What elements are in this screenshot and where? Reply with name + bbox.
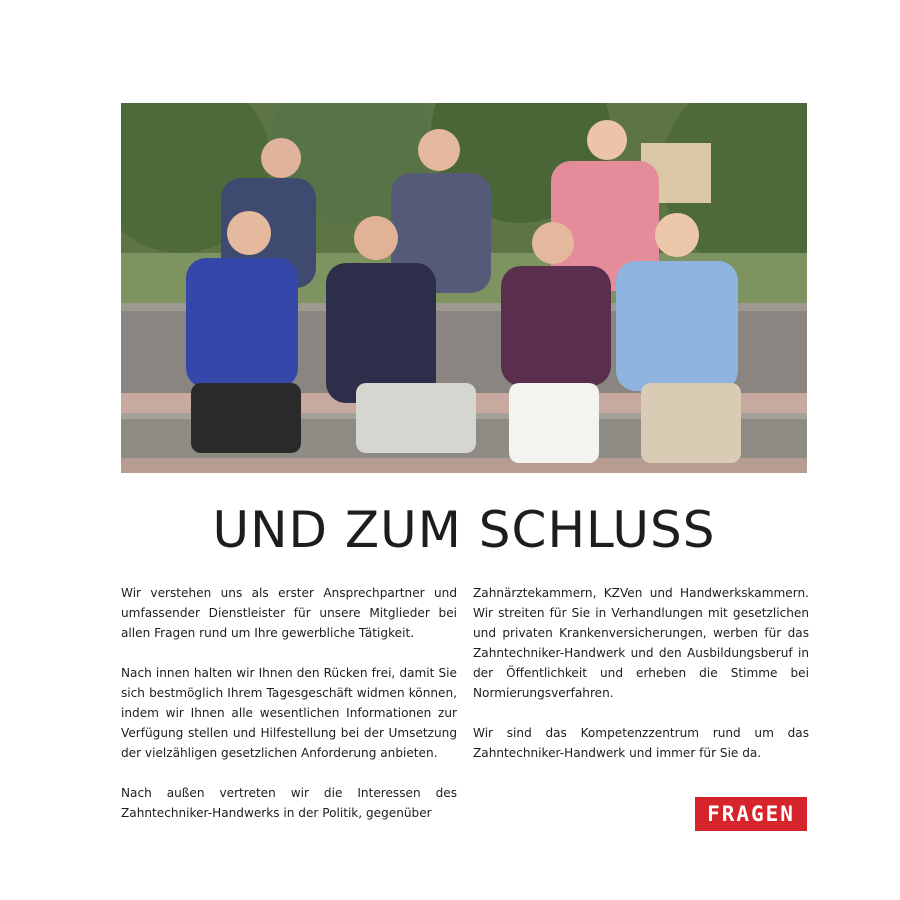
paragraph-internal: Nach innen halten wir Ihnen den Rücken frei, damit Sie sich bestmöglich Ihrem Tagesgeschäft widmen können, indem wir Ihnen alle wesentlichen Informationen zur Verfügung stellen und Hilfestellung bei der Umsetzung der vielzähligen gesetzlichen Anforderung anbieten. (121, 666, 457, 760)
right-text-column (473, 583, 809, 783)
paragraph-external: Nach außen vertreten wir die Interessen des Zahntechniker-Handwerks in der Politik, gegenüber (121, 786, 457, 820)
paragraph-external-continued: Zahnärztekammern, KZVen und Handwerkskammern. Wir streiten für Sie in Verhandlungen mit gesetzlichen und privaten Krankenversicherungen, werben für das Zahntechniker-Handwerk und den Ausbildungsberuf in der Öffentlichkeit und erheben die Stimme bei Normierungsverfahren. (473, 586, 809, 700)
paragraph-closing: Wir sind das Kompetenzzentrum rund um das Zahntechniker-Handwerk und immer für Sie da. (473, 726, 809, 760)
fragen-logo-badge: FRAGEN (695, 797, 807, 831)
paragraph-intro: Wir verstehen uns als erster Ansprechpartner und umfassender Dienstleister für unsere Mitglieder bei allen Fragen rund um Ihre gewerbliche Tätigkeit. (121, 586, 457, 640)
team-photo (121, 103, 807, 473)
page-title: UND ZUM SCHLUSS (212, 501, 716, 559)
left-text-column (121, 583, 457, 823)
team-photo-illustration (121, 103, 807, 473)
